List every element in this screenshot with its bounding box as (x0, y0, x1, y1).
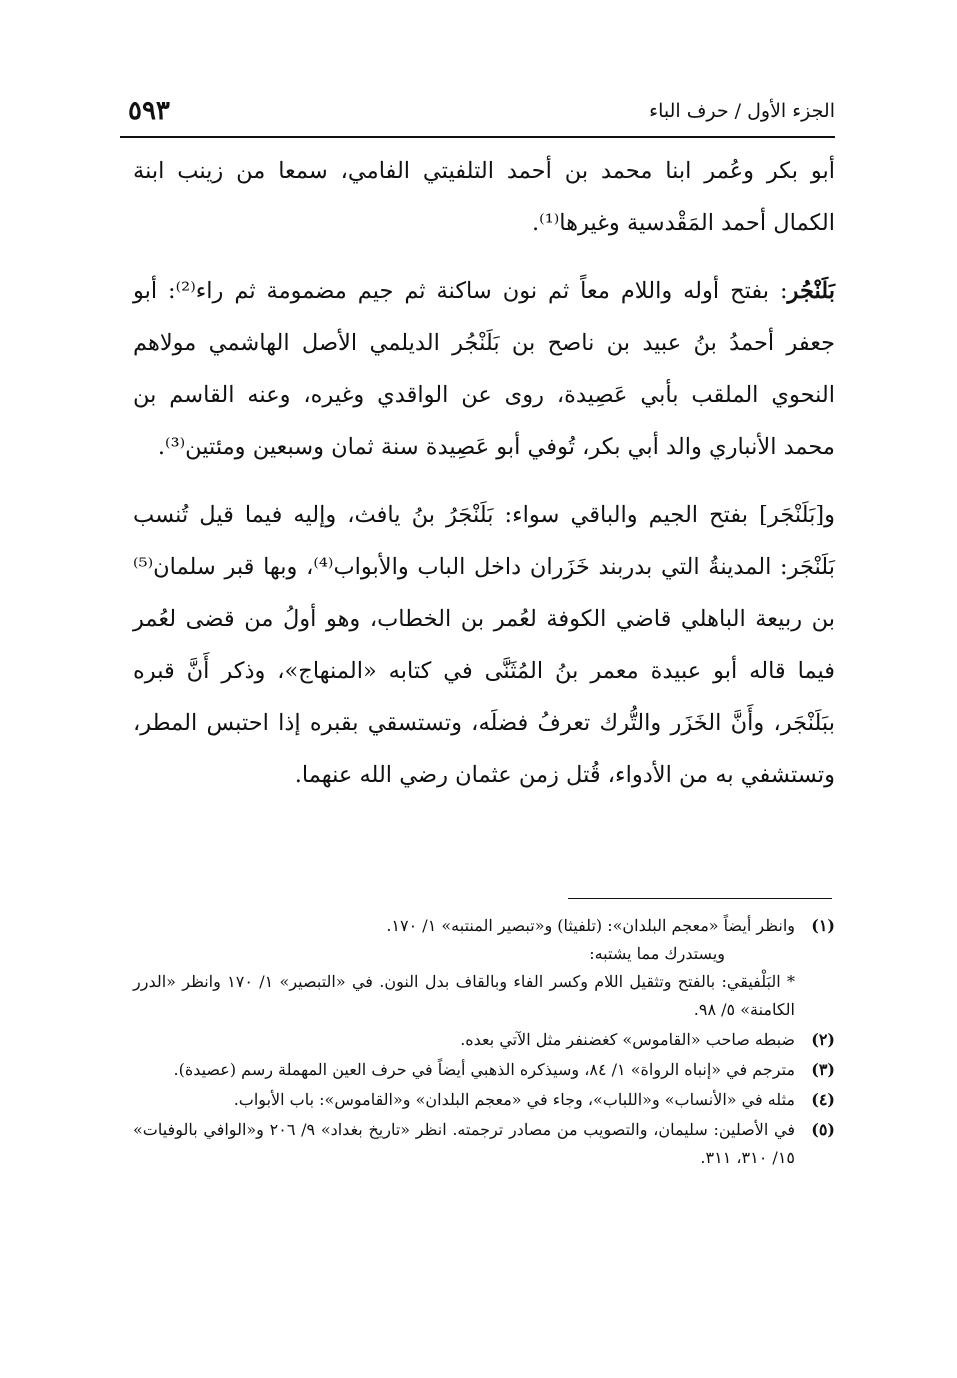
footnote-number: (٤) (811, 1090, 835, 1109)
paragraph-text: و[بَلَنْجَر] بفتح الجيم والباقي سواء: بَلَنْجَرُ بنُ يافث، وإليه فيما قيل تُنسب بَلَنْجَر: المدينةُ التي بدربند خَزَران داخل الباب والأبواب⁽⁴⁾، وبها قبر سلمان⁽⁵⁾ بن ربيعة الباهلي قاضي الكوفة لعُمر بن الخطاب، وهو أولُ من قضى لعُمر فيما قاله أبو عبيدة معمر بنُ المُثَنَّى في كتابه «المنهاج»، وذكر أَنَّ قبره ببَلَنْجَر، وأَنَّ الخَزَر والتُّرك تعرفُ فضلَه، وتستسقي بقبره إذا احتبس المطر، وتستشفي به من الأدواء، قُتل زمن عثمان رضي الله عنهما. (133, 502, 836, 788)
footnote (133, 912, 835, 1024)
paragraph (133, 265, 835, 473)
paragraph-text: أبو بكر وعُمر ابنا محمد بن أحمد التلفيتي الفامي، سمعا من زينب ابنة الكمال أحمد المَقْدسية وغيرها⁽¹⁾. (133, 158, 835, 236)
footnote-number: (٢) (811, 1030, 835, 1049)
footnote-number: (٣) (811, 1060, 835, 1079)
footnote-text: مترجم في «إنباه الرواة» ١/ ٨٤، وسيذكره الذهبي أيضاً في حرف العين المهملة رسم (عصيدة). (173, 1060, 795, 1079)
page-number: ٥٩٣ (128, 96, 170, 126)
footnote-number: (١) (811, 916, 835, 935)
paragraph (133, 489, 835, 801)
footnote-rule (568, 898, 832, 899)
footnote-text: * البَلْفيقي: بالفتح وتثقيل اللام وكسر الفاء وبالقاف بدل النون. في «التبصير» ١/ ١٧٠ وانظر «الدرر الكامنة» ٥/ ٩٨. (133, 972, 795, 1019)
header-rule (120, 136, 835, 138)
footnote (133, 1086, 835, 1114)
page-header (120, 96, 835, 136)
footnote-number: (٥) (811, 1120, 835, 1139)
footnote (133, 1056, 835, 1084)
paragraph-text: : بفتح أوله واللام معاً ثم نون ساكنة ثم جيم مضمومة ثم راء⁽²⁾: أبو جعفر أحمدُ بنُ عبيد بن ناصح بن بَلَنْجُر الديلمي الأصل الهاشمي مولاهم النحوي الملقب بأبي عَصِيدة، روى عن الواقدي وغيره، وعنه القاسم بن محمد الأنباري والد أبي بكر، تُوفي أبو عَصِيدة سنة ثمان وسبعين ومئتين⁽³⁾. (133, 278, 835, 460)
footnote-text: ضبطه صاحب «القاموس» كغضنفر مثل الآتي بعده. (460, 1030, 795, 1049)
main-text (133, 145, 835, 801)
running-head: الجزء الأول / حرف الباء (649, 100, 835, 122)
footnote-text: في الأصلين: سليمان، والتصويب من مصادر ترجمته. انظر «تاريخ بغداد» ٩/ ٢٠٦ و«الوافي بالوفيات» ١٥/ ٣١٠، ٣١١. (133, 1120, 796, 1167)
footnote (133, 1116, 835, 1172)
footnote-text: وانظر أيضاً «معجم البلدان»: (تلفيثا) و«تبصير المنتبه» ١/ ١٧٠. (386, 916, 795, 935)
footnote (133, 1026, 835, 1054)
paragraph (133, 145, 835, 249)
footnote-text: مثله في «الأنساب» و«اللباب»، وجاء في «معجم البلدان» و«القاموس»: باب الأبواب. (233, 1090, 795, 1109)
footnotes (133, 912, 835, 1174)
footnote-text: ويستدرك مما يشتبه: (589, 944, 725, 963)
lemma-heading: بَلَنْجُر (787, 278, 835, 304)
